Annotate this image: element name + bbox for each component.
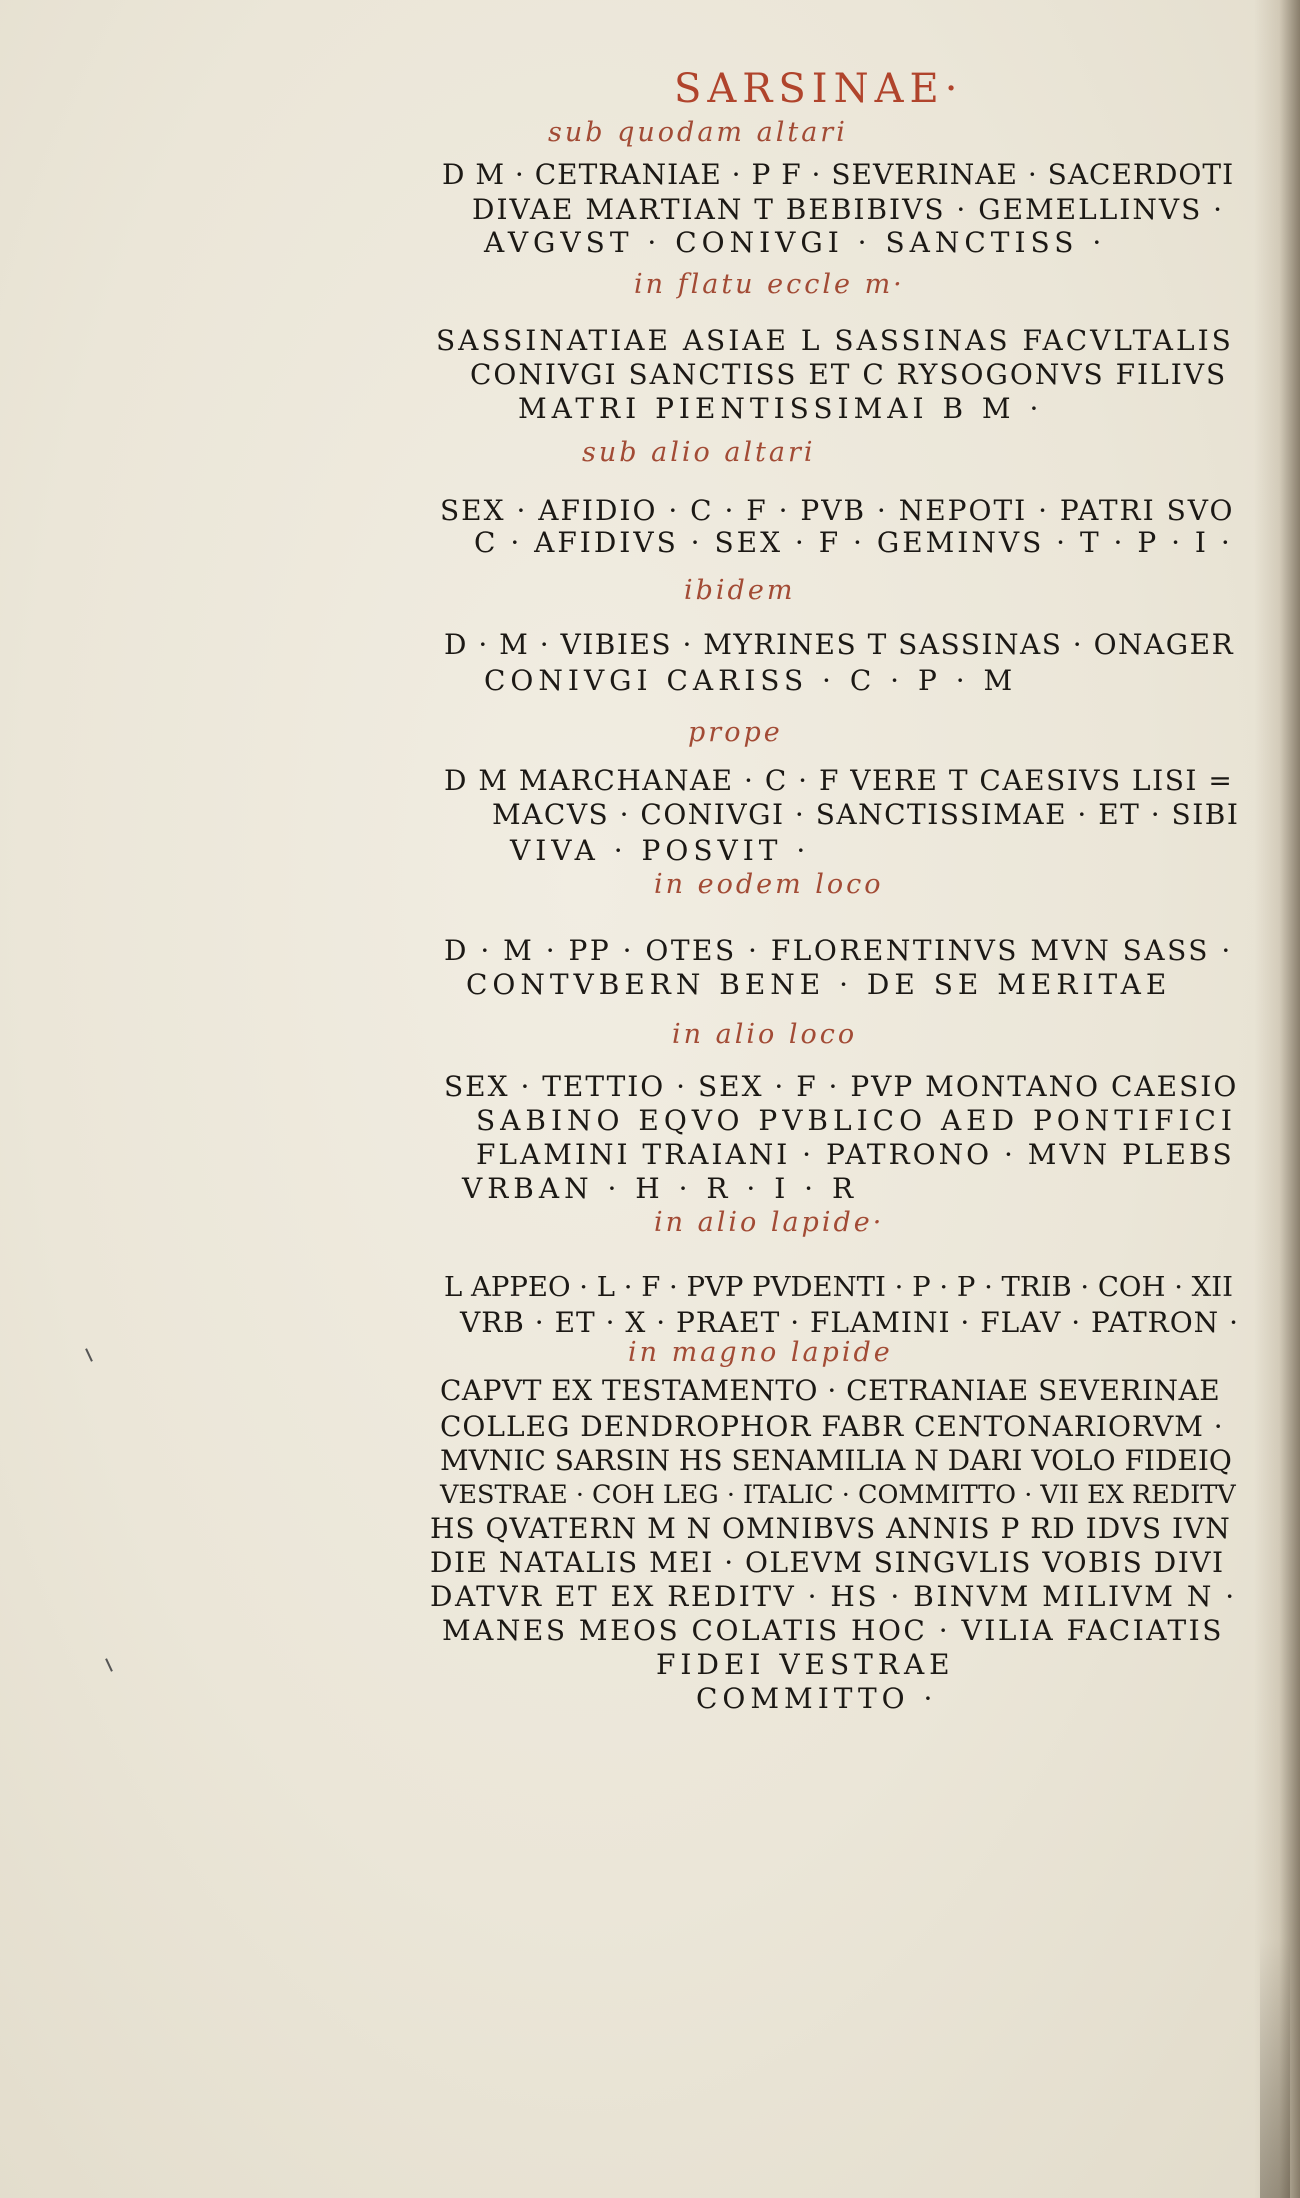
rubric-sub-alio-altari: sub alio altari [582,437,816,468]
rubric-ibidem: ibidem [684,575,796,606]
inscription-line: C · AFIDIVS · SEX · F · GEMINVS · T · P · I · [474,526,1233,559]
inscription-line: D M · CETRANIAE · P F · SEVERINAE · SACERDOTI [442,158,1235,191]
inscription-line: DATVR ET EX REDITV · HS · BINVM MILIVM N · [430,1580,1237,1613]
inscription-line: SEX · AFIDIO · C · F · PVB · NEPOTI · PATRI SVO [440,494,1235,527]
inscription-line: HS QVATERN M N OMNIBVS ANNIS P RD IDVS IVN [430,1512,1231,1545]
inscription-line: VESTRAE · COH LEG · ITALIC · COMMITTO · VII EX REDITV [440,1480,1236,1510]
margin-mark [105,1658,113,1672]
inscription-line: CAPVT EX TESTAMENTO · CETRANIAE SEVERINAE [440,1374,1221,1407]
inscription-line: DIVAE MARTIAN T BEBIBIVS · GEMELLINVS · [472,193,1225,226]
inscription-line: CONIVGI CARISS · C · P · M [484,664,1018,697]
inscription-line: MANES MEOS COLATIS HOC · VILIA FACIATIS [442,1614,1224,1647]
inscription-line: SASSINATIAE ASIAE L SASSINAS FACVLTALIS [436,324,1234,357]
inscription-line: COMMITTO · [696,1682,938,1715]
inscription-line: SEX · TETTIO · SEX · F · PVP MONTANO CAESIO [444,1070,1239,1103]
inscription-line: D · M · PP · OTES · FLORENTINVS MVN SASS · [444,934,1233,967]
page-edge-shadow [1260,1938,1290,2198]
page-title: SARSINAE· [674,66,964,112]
inscription-line: VRB · ET · X · PRAET · FLAMINI · FLAV · PATRON · [460,1306,1239,1339]
inscription-line: FLAMINI TRAIANI · PATRONO · MVN PLEBS [476,1138,1235,1171]
inscription-line: DIE NATALIS MEI · OLEVM SINGVLIS VOBIS DIVI [430,1546,1225,1579]
inscription-line: CONTVBERN BENE · DE SE MERITAE [466,968,1172,1001]
inscription-line: L APPEO · L · F · PVP PVDENTI · P · P · TRIB · COH · XII [444,1271,1233,1303]
margin-mark [85,1348,93,1362]
rubric-in-flatu: in flatu eccle m· [634,269,905,300]
rubric-sub-quodam-altari: sub quodam altari [548,117,848,148]
rubric-in-alio-loco: in alio loco [672,1019,858,1050]
page-gutter-shadow [1254,0,1300,2198]
inscription-line: COLLEG DENDROPHOR FABR CENTONARIORVM · [440,1410,1224,1443]
inscription-line: AVGVST · CONIVGI · SANCTISS · [484,226,1107,259]
inscription-line: VRBAN · H · R · I · R [462,1172,859,1205]
rubric-in-eodem-loco: in eodem loco [654,869,884,900]
rubric-in-magno-lapide: in magno lapide [628,1337,893,1368]
rubric-in-alio-lapide: in alio lapide· [654,1207,885,1238]
inscription-line: MVNIC SARSIN HS SENAMILIA N DARI VOLO FIDEIQ [440,1444,1232,1477]
inscription-line: FIDEI VESTRAE [656,1648,955,1681]
inscription-line: D · M · VIBIES · MYRINES T SASSINAS · ONAGER [444,628,1235,661]
inscription-line: VIVA · POSVIT · [510,834,811,867]
inscription-line: D M MARCHANAE · C · F VERE T CAESIVS LISI = [444,764,1234,797]
rubric-prope: prope [688,717,783,748]
inscription-line: MATRI PIENTISSIMAI B M · [518,392,1044,425]
inscription-line: CONIVGI SANCTISS ET C RYSOGONVS FILIVS [470,358,1228,391]
inscription-line: SABINO EQVO PVBLICO AED PONTIFICI [476,1104,1237,1137]
inscription-line: MACVS · CONIVGI · SANCTISSIMAE · ET · SIBI [492,798,1240,831]
